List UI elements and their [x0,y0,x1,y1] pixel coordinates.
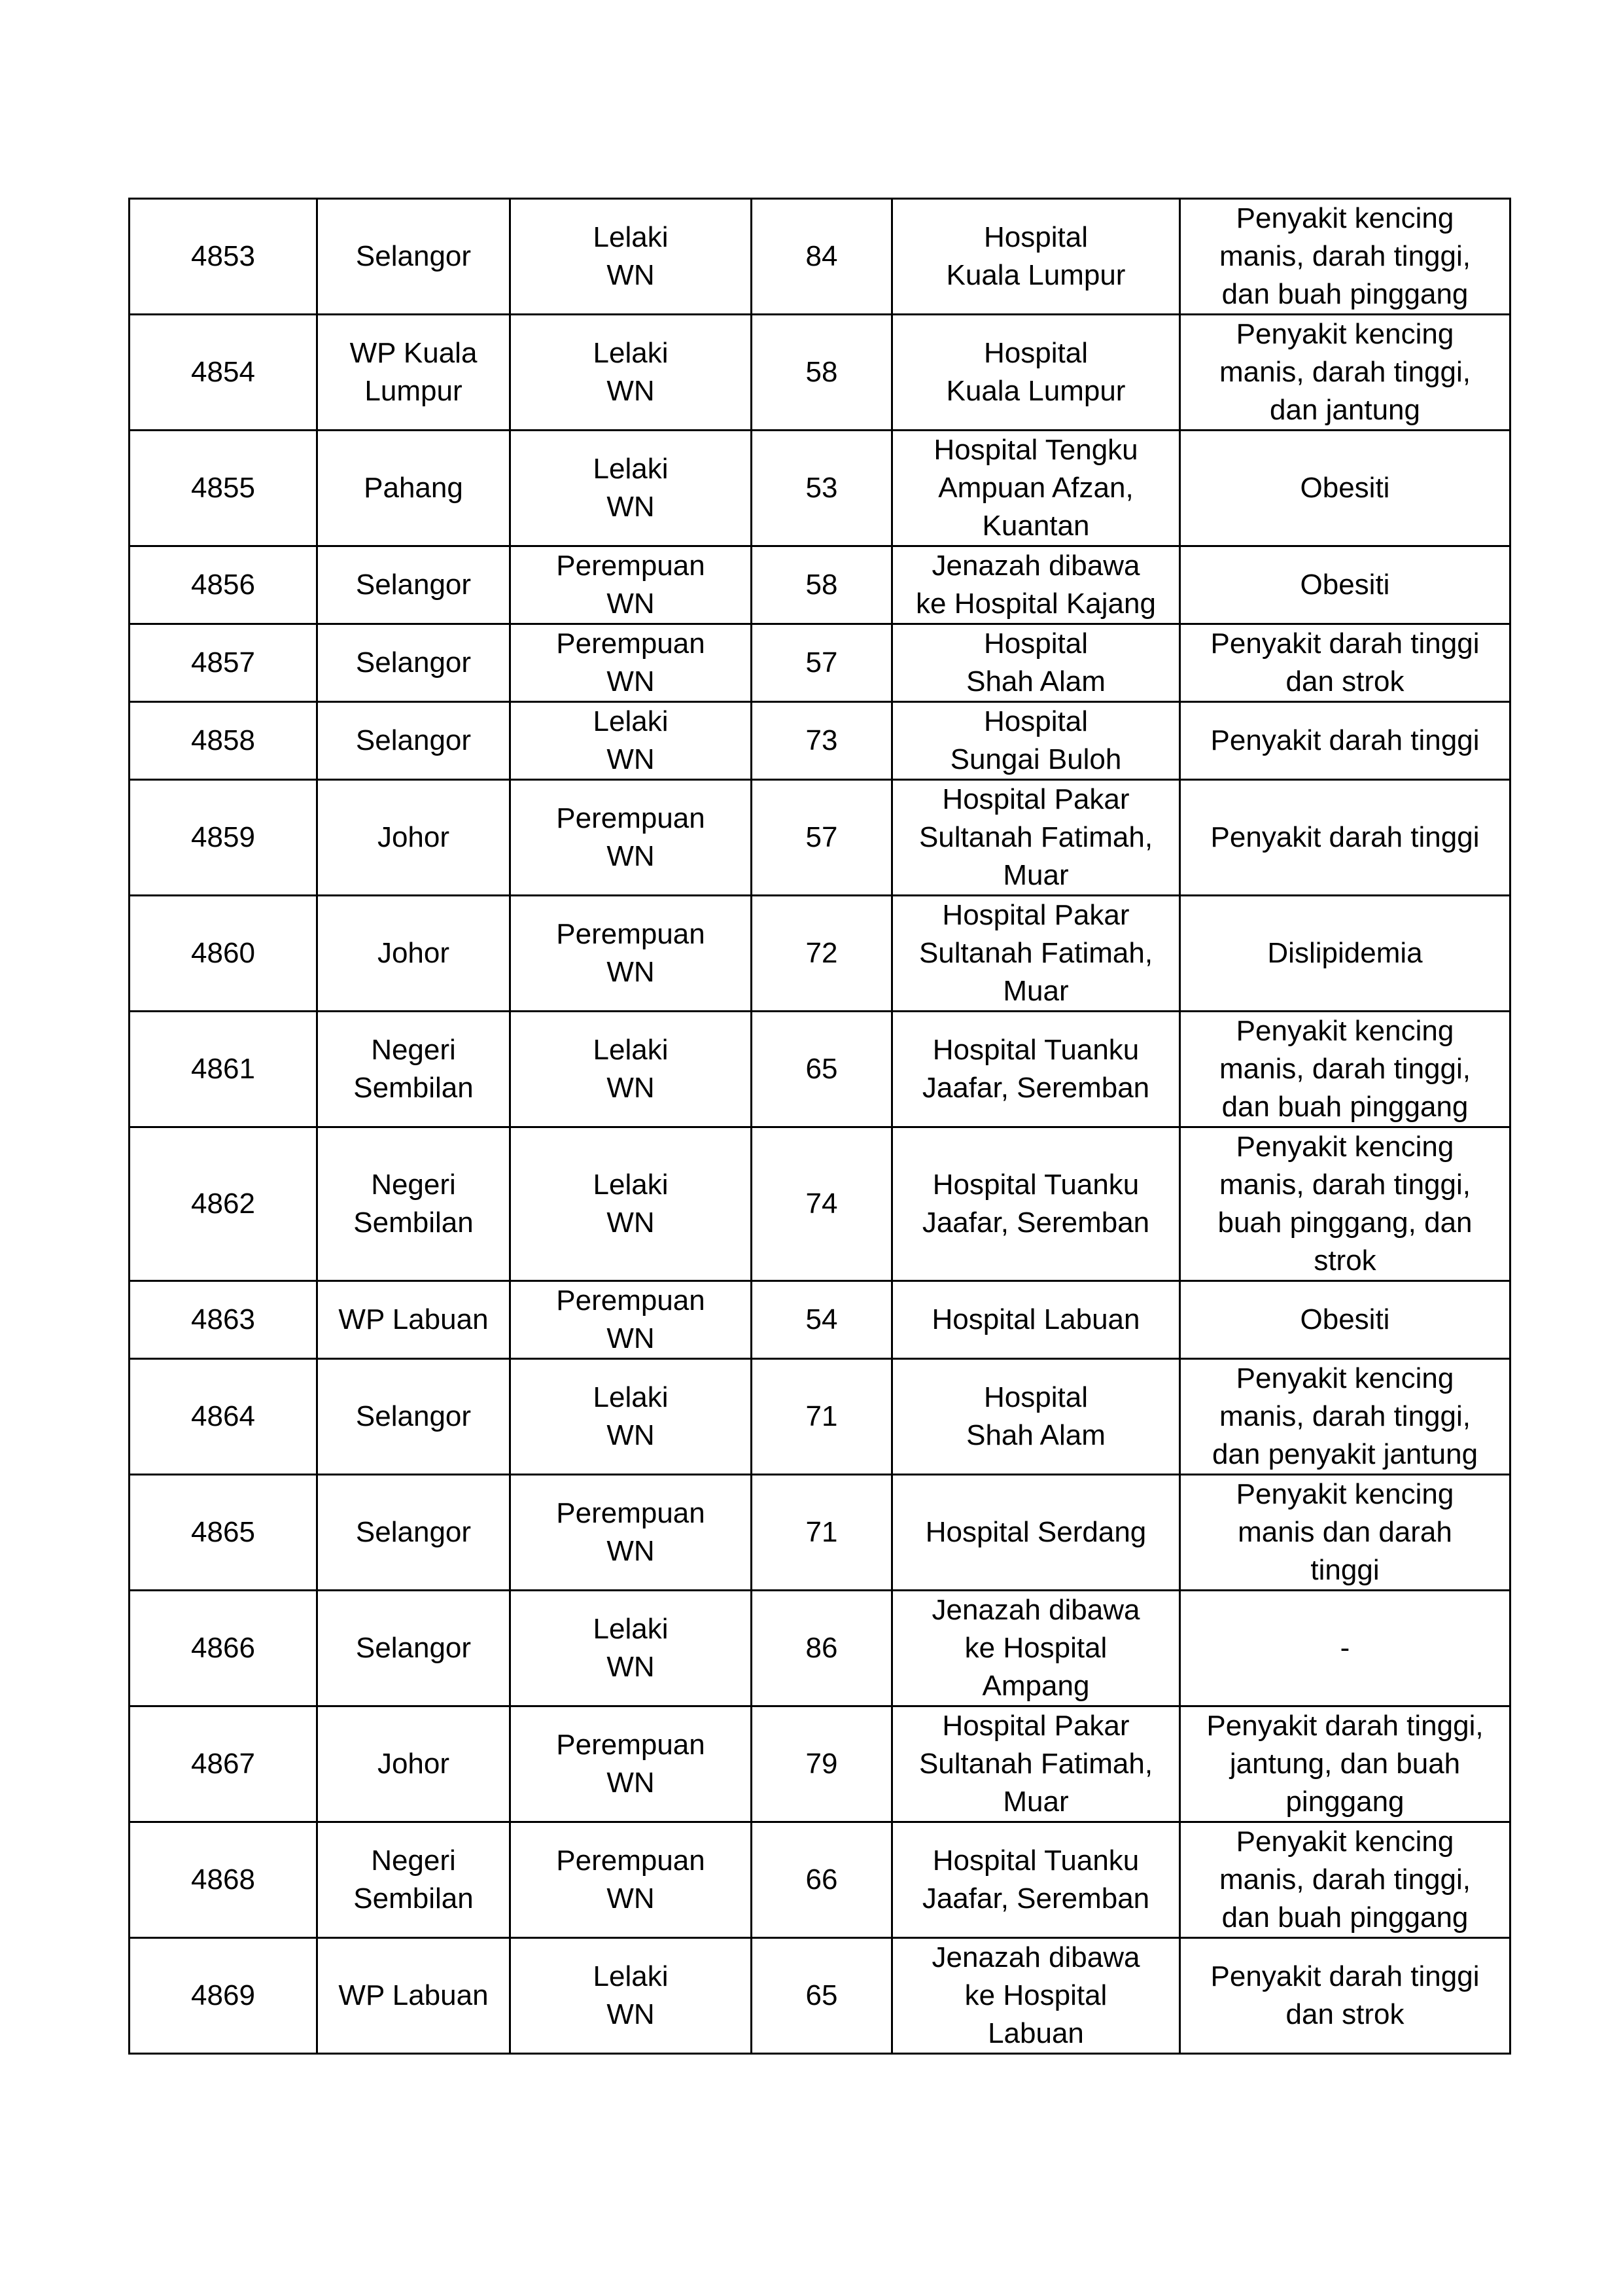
state-cell: Johor [317,780,510,896]
case-number-cell: 4855 [130,431,317,546]
conditions-cell: Penyakit kencing manis, darah tinggi, dan jantung [1180,315,1510,431]
state-cell: Pahang [317,431,510,546]
hospital-cell: Hospital Tuanku Jaafar, Seremban [892,1127,1180,1281]
table-row [130,896,1510,1012]
table-row [130,315,1510,431]
state-cell: Johor [317,896,510,1012]
gender-cell: Perempuan WN [510,1706,752,1822]
table-row [130,431,1510,546]
gender-cell: Lelaki WN [510,315,752,431]
table-row [130,199,1510,315]
age-cell: 57 [752,624,892,702]
conditions-cell: Penyakit darah tinggi dan strok [1180,624,1510,702]
state-cell: Selangor [317,702,510,780]
hospital-cell: Hospital Kuala Lumpur [892,199,1180,315]
hospital-cell: Hospital Tengku Ampuan Afzan, Kuantan [892,431,1180,546]
hospital-cell: Hospital Kuala Lumpur [892,315,1180,431]
state-cell: Selangor [317,1591,510,1706]
conditions-cell: Penyakit kencing manis, darah tinggi, dan buah pinggang [1180,1012,1510,1127]
gender-cell: Perempuan WN [510,1822,752,1938]
conditions-cell: Penyakit darah tinggi [1180,780,1510,896]
conditions-cell: Penyakit kencing manis, darah tinggi, dan buah pinggang [1180,199,1510,315]
age-cell: 66 [752,1822,892,1938]
case-number-cell: 4867 [130,1706,317,1822]
conditions-cell: Penyakit darah tinggi [1180,702,1510,780]
hospital-cell: Hospital Pakar Sultanah Fatimah, Muar [892,896,1180,1012]
hospital-cell: Hospital Tuanku Jaafar, Seremban [892,1012,1180,1127]
conditions-cell: Obesiti [1180,1281,1510,1359]
gender-cell: Lelaki WN [510,1127,752,1281]
hospital-cell: Hospital Tuanku Jaafar, Seremban [892,1822,1180,1938]
age-cell: 86 [752,1591,892,1706]
conditions-cell: Penyakit kencing manis, darah tinggi, buah pinggang, dan strok [1180,1127,1510,1281]
hospital-cell: Hospital Pakar Sultanah Fatimah, Muar [892,1706,1180,1822]
gender-cell: Lelaki WN [510,1359,752,1475]
conditions-cell: Penyakit kencing manis dan darah tinggi [1180,1475,1510,1591]
gender-cell: Lelaki WN [510,702,752,780]
hospital-cell: Jenazah dibawa ke Hospital Labuan [892,1938,1180,2054]
age-cell: 79 [752,1706,892,1822]
table-row [130,702,1510,780]
age-cell: 65 [752,1012,892,1127]
gender-cell: Perempuan WN [510,1281,752,1359]
gender-cell: Perempuan WN [510,896,752,1012]
gender-cell: Lelaki WN [510,1938,752,2054]
gender-cell: Perempuan WN [510,780,752,896]
case-table [128,198,1511,2055]
table-row [130,1475,1510,1591]
case-number-cell: 4865 [130,1475,317,1591]
case-number-cell: 4853 [130,199,317,315]
age-cell: 73 [752,702,892,780]
age-cell: 54 [752,1281,892,1359]
state-cell: Selangor [317,1359,510,1475]
state-cell: WP Labuan [317,1281,510,1359]
table-row [130,780,1510,896]
conditions-cell: - [1180,1591,1510,1706]
state-cell: Selangor [317,1475,510,1591]
gender-cell: Perempuan WN [510,1475,752,1591]
hospital-cell: Hospital Shah Alam [892,1359,1180,1475]
age-cell: 58 [752,315,892,431]
hospital-cell: Hospital Sungai Buloh [892,702,1180,780]
hospital-cell: Hospital Labuan [892,1281,1180,1359]
hospital-cell: Hospital Pakar Sultanah Fatimah, Muar [892,780,1180,896]
state-cell: Negeri Sembilan [317,1822,510,1938]
case-number-cell: 4869 [130,1938,317,2054]
age-cell: 57 [752,780,892,896]
state-cell: Selangor [317,199,510,315]
case-number-cell: 4858 [130,702,317,780]
age-cell: 72 [752,896,892,1012]
state-cell: WP Kuala Lumpur [317,315,510,431]
age-cell: 84 [752,199,892,315]
case-number-cell: 4866 [130,1591,317,1706]
gender-cell: Lelaki WN [510,431,752,546]
table-row [130,1012,1510,1127]
state-cell: Johor [317,1706,510,1822]
conditions-cell: Penyakit darah tinggi dan strok [1180,1938,1510,2054]
table-row [130,546,1510,624]
state-cell: Selangor [317,624,510,702]
age-cell: 74 [752,1127,892,1281]
gender-cell: Lelaki WN [510,199,752,315]
conditions-cell: Penyakit kencing manis, darah tinggi, dan buah pinggang [1180,1822,1510,1938]
hospital-cell: Hospital Serdang [892,1475,1180,1591]
age-cell: 71 [752,1359,892,1475]
case-number-cell: 4862 [130,1127,317,1281]
age-cell: 65 [752,1938,892,2054]
table-row [130,1359,1510,1475]
gender-cell: Perempuan WN [510,546,752,624]
case-number-cell: 4854 [130,315,317,431]
case-number-cell: 4861 [130,1012,317,1127]
state-cell: Selangor [317,546,510,624]
age-cell: 58 [752,546,892,624]
age-cell: 53 [752,431,892,546]
state-cell: Negeri Sembilan [317,1012,510,1127]
table-row [130,1281,1510,1359]
conditions-cell: Dislipidemia [1180,896,1510,1012]
case-number-cell: 4868 [130,1822,317,1938]
hospital-cell: Hospital Shah Alam [892,624,1180,702]
case-number-cell: 4864 [130,1359,317,1475]
case-number-cell: 4857 [130,624,317,702]
table-row [130,1822,1510,1938]
state-cell: Negeri Sembilan [317,1127,510,1281]
case-number-cell: 4860 [130,896,317,1012]
gender-cell: Lelaki WN [510,1591,752,1706]
conditions-cell: Obesiti [1180,546,1510,624]
conditions-cell: Penyakit darah tinggi, jantung, dan buah pinggang [1180,1706,1510,1822]
table-row [130,624,1510,702]
hospital-cell: Jenazah dibawa ke Hospital Ampang [892,1591,1180,1706]
gender-cell: Perempuan WN [510,624,752,702]
age-cell: 71 [752,1475,892,1591]
table-row [130,1938,1510,2054]
table-row [130,1706,1510,1822]
table-row [130,1127,1510,1281]
table-row [130,1591,1510,1706]
conditions-cell: Penyakit kencing manis, darah tinggi, dan penyakit jantung [1180,1359,1510,1475]
conditions-cell: Obesiti [1180,431,1510,546]
case-number-cell: 4856 [130,546,317,624]
state-cell: WP Labuan [317,1938,510,2054]
gender-cell: Lelaki WN [510,1012,752,1127]
case-number-cell: 4859 [130,780,317,896]
hospital-cell: Jenazah dibawa ke Hospital Kajang [892,546,1180,624]
case-number-cell: 4863 [130,1281,317,1359]
